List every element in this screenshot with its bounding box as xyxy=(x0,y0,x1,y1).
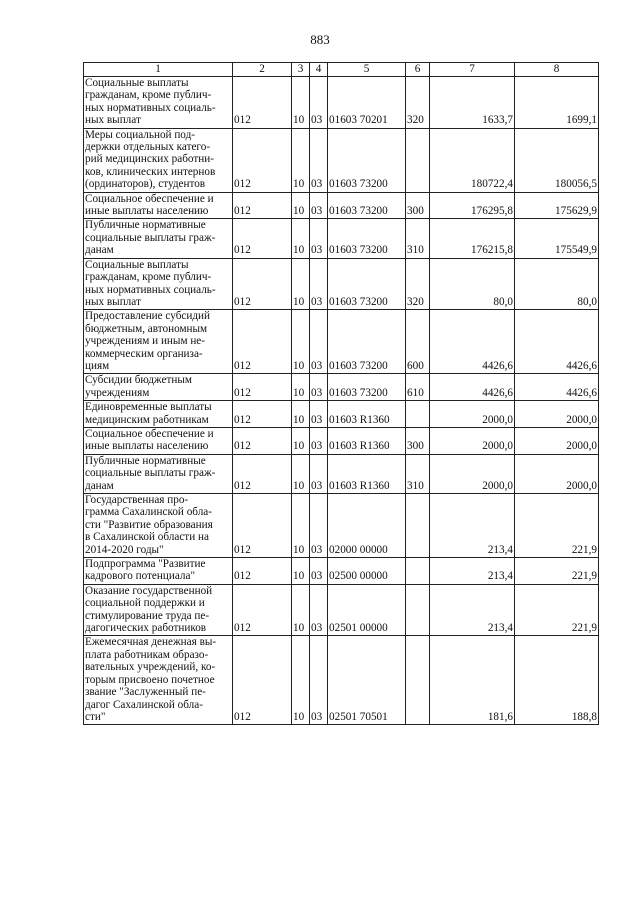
subsection-code: 03 xyxy=(310,636,328,725)
amount-col-7: 2000,0 xyxy=(430,401,515,428)
table-row xyxy=(84,310,599,374)
page-number: 883 xyxy=(310,32,330,47)
row-name xyxy=(84,258,233,310)
row-name-line: дагог Сахалинской обла- xyxy=(85,698,203,711)
table-row xyxy=(84,77,599,129)
column-number: 8 xyxy=(515,63,599,77)
row-name-line: Публичные нормативные xyxy=(85,454,206,467)
subsection-code: 03 xyxy=(310,258,328,310)
row-name xyxy=(84,494,233,558)
row-name-line: данам xyxy=(85,244,114,257)
row-name-line: сти "Развитие образования xyxy=(85,518,213,531)
row-name xyxy=(84,558,233,585)
amount-col-8: 221,9 xyxy=(515,558,599,585)
target-article-code: 02501 00000 xyxy=(328,584,406,636)
row-name-line: Социальные выплаты xyxy=(85,77,189,89)
row-name-line: Подпрограмма "Развитие xyxy=(85,558,206,571)
row-name xyxy=(84,584,233,636)
subsection-code: 03 xyxy=(310,219,328,258)
amount-col-7: 4426,6 xyxy=(430,374,515,401)
row-name-line: Социальное обеспечение и xyxy=(85,427,214,440)
column-number: 3 xyxy=(292,63,310,77)
row-name-line: Социальные выплаты xyxy=(85,258,189,271)
amount-col-8: 175629,9 xyxy=(515,192,599,219)
section-code: 10 xyxy=(292,128,310,192)
row-name-line: (ординаторов), студентов xyxy=(85,178,206,191)
row-name-line: сти" xyxy=(85,710,106,723)
subsection-code: 03 xyxy=(310,454,328,493)
row-name-line: Предоставление субсидий xyxy=(85,310,211,323)
row-name-line: торым присвоено почетное xyxy=(85,673,215,686)
ministry-code: 012 xyxy=(233,258,292,310)
table-row xyxy=(84,374,599,401)
expense-type-code: 300 xyxy=(406,192,430,219)
ministry-code: 012 xyxy=(233,219,292,258)
section-code: 10 xyxy=(292,584,310,636)
target-article-code: 01603 73200 xyxy=(328,374,406,401)
amount-col-8: 2000,0 xyxy=(515,427,599,454)
subsection-code: 03 xyxy=(310,310,328,374)
expense-type-code: 610 xyxy=(406,374,430,401)
table-row xyxy=(84,192,599,219)
amount-col-7: 176295,8 xyxy=(430,192,515,219)
amount-col-7: 180722,4 xyxy=(430,128,515,192)
table-row xyxy=(84,558,599,585)
ministry-code: 012 xyxy=(233,494,292,558)
row-name xyxy=(84,310,233,374)
expense-type-code: 310 xyxy=(406,219,430,258)
row-name-line: звание "Заслуженный пе- xyxy=(85,686,206,699)
row-name-line: ных нормативных социаль- xyxy=(85,101,216,114)
section-code: 10 xyxy=(292,219,310,258)
subsection-code: 03 xyxy=(310,374,328,401)
subsection-code: 03 xyxy=(310,401,328,428)
column-number: 5 xyxy=(328,63,406,77)
amount-col-8: 4426,6 xyxy=(515,374,599,401)
amount-col-7: 1633,7 xyxy=(430,77,515,129)
amount-col-8: 80,0 xyxy=(515,258,599,310)
row-name-line: социальные выплаты граж- xyxy=(85,231,216,244)
section-code: 10 xyxy=(292,374,310,401)
row-name-line: социальной поддержки и xyxy=(85,597,205,610)
row-name-line: циям xyxy=(85,359,110,372)
ministry-code: 012 xyxy=(233,558,292,585)
subsection-code: 03 xyxy=(310,494,328,558)
amount-col-7: 213,4 xyxy=(430,584,515,636)
ministry-code: 012 xyxy=(233,310,292,374)
row-name-line: коммерческим организа- xyxy=(85,347,203,360)
amount-col-7: 181,6 xyxy=(430,636,515,725)
expense-type-code xyxy=(406,558,430,585)
table-row xyxy=(84,427,599,454)
row-name-line: Меры социальной под- xyxy=(85,128,195,141)
amount-col-7: 213,4 xyxy=(430,494,515,558)
section-code: 10 xyxy=(292,77,310,129)
row-name-line: в Сахалинской области на xyxy=(85,531,209,544)
target-article-code: 01603 73200 xyxy=(328,192,406,219)
ministry-code: 012 xyxy=(233,636,292,725)
amount-col-8: 2000,0 xyxy=(515,401,599,428)
row-name-line: Публичные нормативные xyxy=(85,219,206,232)
target-article-code: 01603 73200 xyxy=(328,310,406,374)
ministry-code: 012 xyxy=(233,427,292,454)
ministry-code: 012 xyxy=(233,454,292,493)
amount-col-7: 213,4 xyxy=(430,558,515,585)
section-code: 10 xyxy=(292,636,310,725)
subsection-code: 03 xyxy=(310,427,328,454)
row-name-line: Социальное обеспечение и xyxy=(85,192,214,205)
row-name-line: вательных учреждений, ко- xyxy=(85,661,216,674)
section-code: 10 xyxy=(292,494,310,558)
row-name-line: учреждениям и иным не- xyxy=(85,335,205,348)
row-name-line: иные выплаты населению xyxy=(85,440,209,453)
amount-col-8: 2000,0 xyxy=(515,454,599,493)
expense-type-code: 320 xyxy=(406,77,430,129)
section-code: 10 xyxy=(292,558,310,585)
target-article-code: 01603 R1360 xyxy=(328,401,406,428)
row-name-line: держки отдельных катего- xyxy=(85,141,211,154)
target-article-code: 01603 73200 xyxy=(328,219,406,258)
table-row xyxy=(84,258,599,310)
row-name-line: дагогических работников xyxy=(85,622,207,635)
ministry-code: 012 xyxy=(233,192,292,219)
target-article-code: 01603 R1360 xyxy=(328,454,406,493)
row-name-line: бюджетным, автономным xyxy=(85,322,208,335)
row-name-line: ных выплат xyxy=(85,295,141,308)
amount-col-8: 180056,5 xyxy=(515,128,599,192)
expense-type-code: 300 xyxy=(406,427,430,454)
row-name-line: иные выплаты населению xyxy=(85,205,209,218)
row-name xyxy=(84,77,233,129)
ministry-code: 012 xyxy=(233,128,292,192)
row-name-line: ных нормативных социаль- xyxy=(85,283,216,296)
expense-type-code: 320 xyxy=(406,258,430,310)
expense-type-code: 310 xyxy=(406,454,430,493)
section-code: 10 xyxy=(292,401,310,428)
target-article-code: 02500 00000 xyxy=(328,558,406,585)
row-name-line: социальные выплаты граж- xyxy=(85,467,216,480)
row-name-line: рий медицинских работни- xyxy=(85,153,214,166)
table-row xyxy=(84,494,599,558)
target-article-code: 01603 70201 xyxy=(328,77,406,129)
amount-col-8: 4426,6 xyxy=(515,310,599,374)
section-code: 10 xyxy=(292,258,310,310)
ministry-code: 012 xyxy=(233,584,292,636)
target-article-code: 02501 70501 xyxy=(328,636,406,725)
amount-col-7: 4426,6 xyxy=(430,310,515,374)
ministry-code: 012 xyxy=(233,401,292,428)
row-name xyxy=(84,454,233,493)
row-name xyxy=(84,401,233,428)
row-name xyxy=(84,427,233,454)
expense-type-code xyxy=(406,128,430,192)
subsection-code: 03 xyxy=(310,192,328,219)
expense-type-code xyxy=(406,401,430,428)
row-name xyxy=(84,374,233,401)
row-name-line: Единовременные выплаты xyxy=(85,401,212,414)
subsection-code: 03 xyxy=(310,128,328,192)
row-name-line: ных выплат xyxy=(85,114,141,127)
column-number: 2 xyxy=(233,63,292,77)
row-name xyxy=(84,219,233,258)
table-row xyxy=(84,401,599,428)
section-code: 10 xyxy=(292,192,310,219)
amount-col-7: 80,0 xyxy=(430,258,515,310)
amount-col-7: 176215,8 xyxy=(430,219,515,258)
amount-col-8: 188,8 xyxy=(515,636,599,725)
column-number: 6 xyxy=(406,63,430,77)
row-name-line: ков, клинических интернов xyxy=(85,165,216,178)
subsection-code: 03 xyxy=(310,584,328,636)
subsection-code: 03 xyxy=(310,558,328,585)
column-number: 1 xyxy=(84,63,233,77)
row-name-line: Субсидии бюджетным xyxy=(85,374,192,387)
subsection-code: 03 xyxy=(310,77,328,129)
column-number: 7 xyxy=(430,63,515,77)
column-number: 4 xyxy=(310,63,328,77)
amount-col-7: 2000,0 xyxy=(430,454,515,493)
ministry-code: 012 xyxy=(233,374,292,401)
row-name xyxy=(84,192,233,219)
table-row xyxy=(84,128,599,192)
row-name-line: стимулирование труда пе- xyxy=(85,609,210,622)
budget-table xyxy=(83,62,599,725)
row-name-line: кадрового потенциала" xyxy=(85,570,196,583)
table-row xyxy=(84,636,599,725)
target-article-code: 01603 R1360 xyxy=(328,427,406,454)
amount-col-8: 1699,1 xyxy=(515,77,599,129)
row-name-line: Государственная про- xyxy=(85,494,189,506)
table-body xyxy=(84,77,599,725)
section-code: 10 xyxy=(292,427,310,454)
row-name-line: Ежемесячная денежная вы- xyxy=(85,636,217,649)
row-name xyxy=(84,128,233,192)
row-name-line: Оказание государственной xyxy=(85,584,213,597)
amount-col-8: 221,9 xyxy=(515,494,599,558)
target-article-code: 01603 73200 xyxy=(328,258,406,310)
table-row xyxy=(84,584,599,636)
row-name xyxy=(84,636,233,725)
amount-col-8: 175549,9 xyxy=(515,219,599,258)
row-name-line: плата работникам образо- xyxy=(85,648,209,661)
row-name-line: медицинским работникам xyxy=(85,413,209,426)
row-name-line: данам xyxy=(85,479,114,492)
section-code: 10 xyxy=(292,310,310,374)
row-name-line: гражданам, кроме публич- xyxy=(85,271,212,284)
amount-col-7: 2000,0 xyxy=(430,427,515,454)
expense-type-code xyxy=(406,494,430,558)
expense-type-code xyxy=(406,584,430,636)
table-row xyxy=(84,454,599,493)
row-name-line: грамма Сахалинской обла- xyxy=(85,506,212,519)
expense-type-code xyxy=(406,636,430,725)
row-name-line: учреждениям xyxy=(85,386,150,399)
section-code: 10 xyxy=(292,454,310,493)
column-number-row xyxy=(84,63,599,77)
table-row xyxy=(84,219,599,258)
ministry-code: 012 xyxy=(233,77,292,129)
target-article-code: 01603 73200 xyxy=(328,128,406,192)
expense-type-code: 600 xyxy=(406,310,430,374)
row-name-line: 2014-2020 годы" xyxy=(85,543,164,556)
row-name-line: гражданам, кроме публич- xyxy=(85,89,212,102)
amount-col-8: 221,9 xyxy=(515,584,599,636)
target-article-code: 02000 00000 xyxy=(328,494,406,558)
